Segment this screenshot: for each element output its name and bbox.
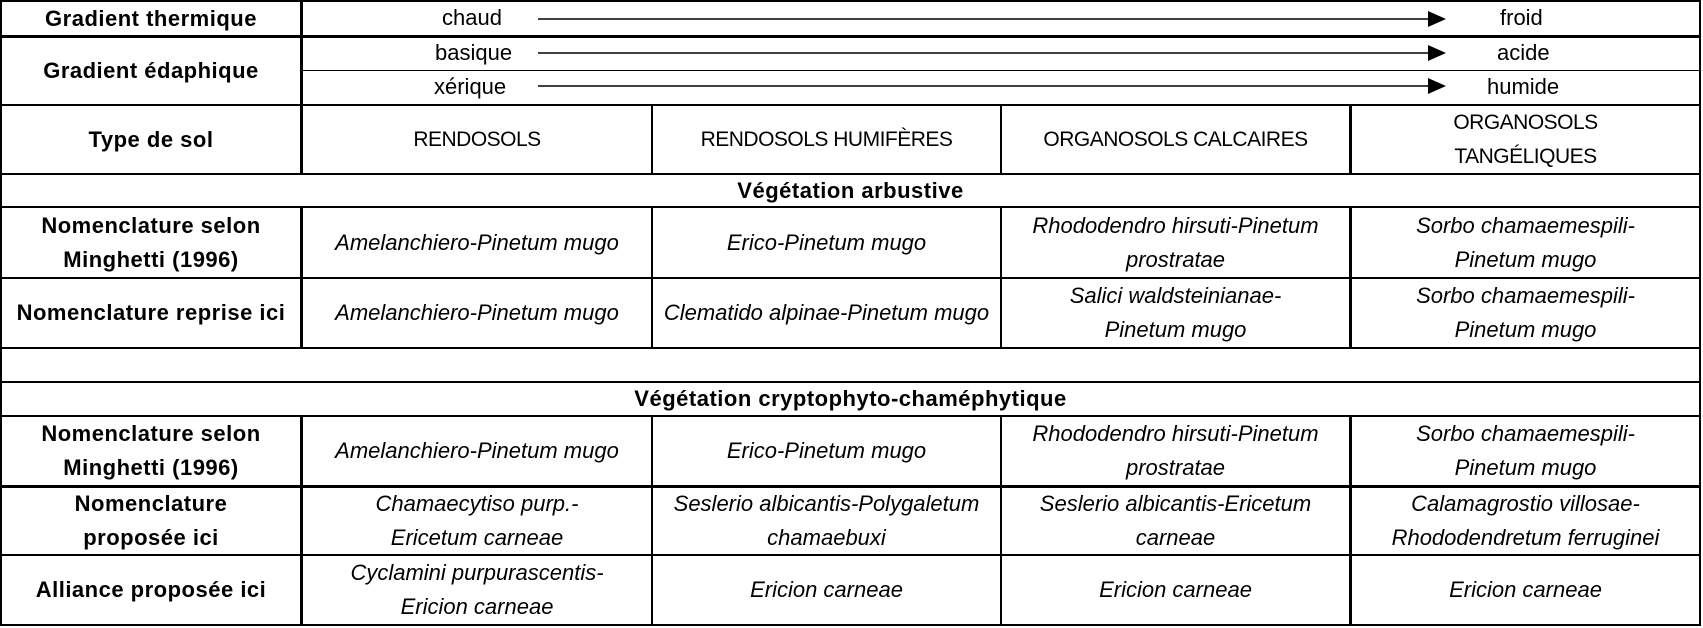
table-cell: Salici waldsteinianae-Pinetum mugo [1069,283,1282,342]
soil-type-cell: RENDOSOLS HUMIFÈRES [700,127,953,151]
edaphic-gradient-start: basique [435,40,513,65]
table-cell: Chamaecytiso purp.-Ericetum carneae [375,491,579,550]
rule [0,624,1701,626]
table-cell: Rhododendro hirsuti-Pinetum prostratae [1032,421,1319,480]
crypto-vegetation-heading: Végétation cryptophyto-chaméphytique [634,386,1067,411]
table-cell: Erico-Pinetum mugo [726,229,927,255]
table-cell: Amelanchiero-Pinetum mugo [335,438,619,463]
edaphic-gradient-label: Gradient édaphique [43,58,259,83]
soil-type-label: Type de sol [88,126,214,152]
moisture-gradient-end: humide [1487,74,1560,99]
rule [1699,0,1701,626]
soil-type-cell: ORGANOSOLS TANGÉLIQUES [1453,110,1598,168]
table-cell: Amelanchiero-Pinetum mugo [335,300,619,325]
table-cell: Cyclamini purpurascentis-Ericion carneae [350,560,604,619]
shrub-vegetation-heading: Végétation arbustive [737,177,964,203]
row-label: Alliance proposée ici [35,577,267,602]
soil-type-cell: RENDOSOLS [413,127,541,151]
row-label: Nomenclature selon Minghetti (1996) [41,212,261,272]
table-cell: Erico-Pinetum mugo [726,438,927,463]
rule [0,347,1701,349]
moisture-gradient-start: xérique [434,74,507,99]
thermal-gradient-label: Gradient thermique [45,5,257,31]
table-cell: Clematido alpinae-Pinetum mugo [663,300,990,325]
table-cell: Sorbo chamaemespili-Pinetum mugo [1416,421,1635,480]
table-cell: Seslerio albicantis-Polygaletum chamaebuxi [673,491,980,550]
table-cell: Ericion carneae [1099,577,1252,602]
moisture-gradient-arrow [538,77,1446,95]
table-cell: Sorbo chamaemespili-Pinetum mugo [1416,212,1635,272]
soil-type-cell: ORGANOSOLS CALCAIRES [1043,127,1308,151]
table-cell: Sorbo chamaemespili-Pinetum mugo [1416,283,1635,342]
thermal-gradient-arrow [538,10,1446,28]
table-cell: Ericion carneae [1449,577,1602,602]
row-label: Nomenclature selon Minghetti (1996) [41,421,261,480]
thermal-gradient-end: froid [1500,5,1543,30]
table-cell: Amelanchiero-Pinetum mugo [335,229,619,255]
thermal-gradient-start: chaud [442,5,502,30]
edaphic-gradient-end: acide [1497,40,1550,65]
table-cell: Seslerio albicantis-Ericetum carneae [1039,491,1312,550]
rule [302,70,1701,71]
edaphic-gradient-arrow [538,44,1446,62]
table-cell: Ericion carneae [750,577,903,602]
row-label: Nomenclature proposée ici [74,491,228,550]
row-label: Nomenclature reprise ici [16,300,286,325]
table-cell: Rhododendro hirsuti-Pinetum prostratae [1032,212,1319,272]
table-cell: Calamagrostio villosae-Rhododendretum ferruginei [1391,491,1660,550]
